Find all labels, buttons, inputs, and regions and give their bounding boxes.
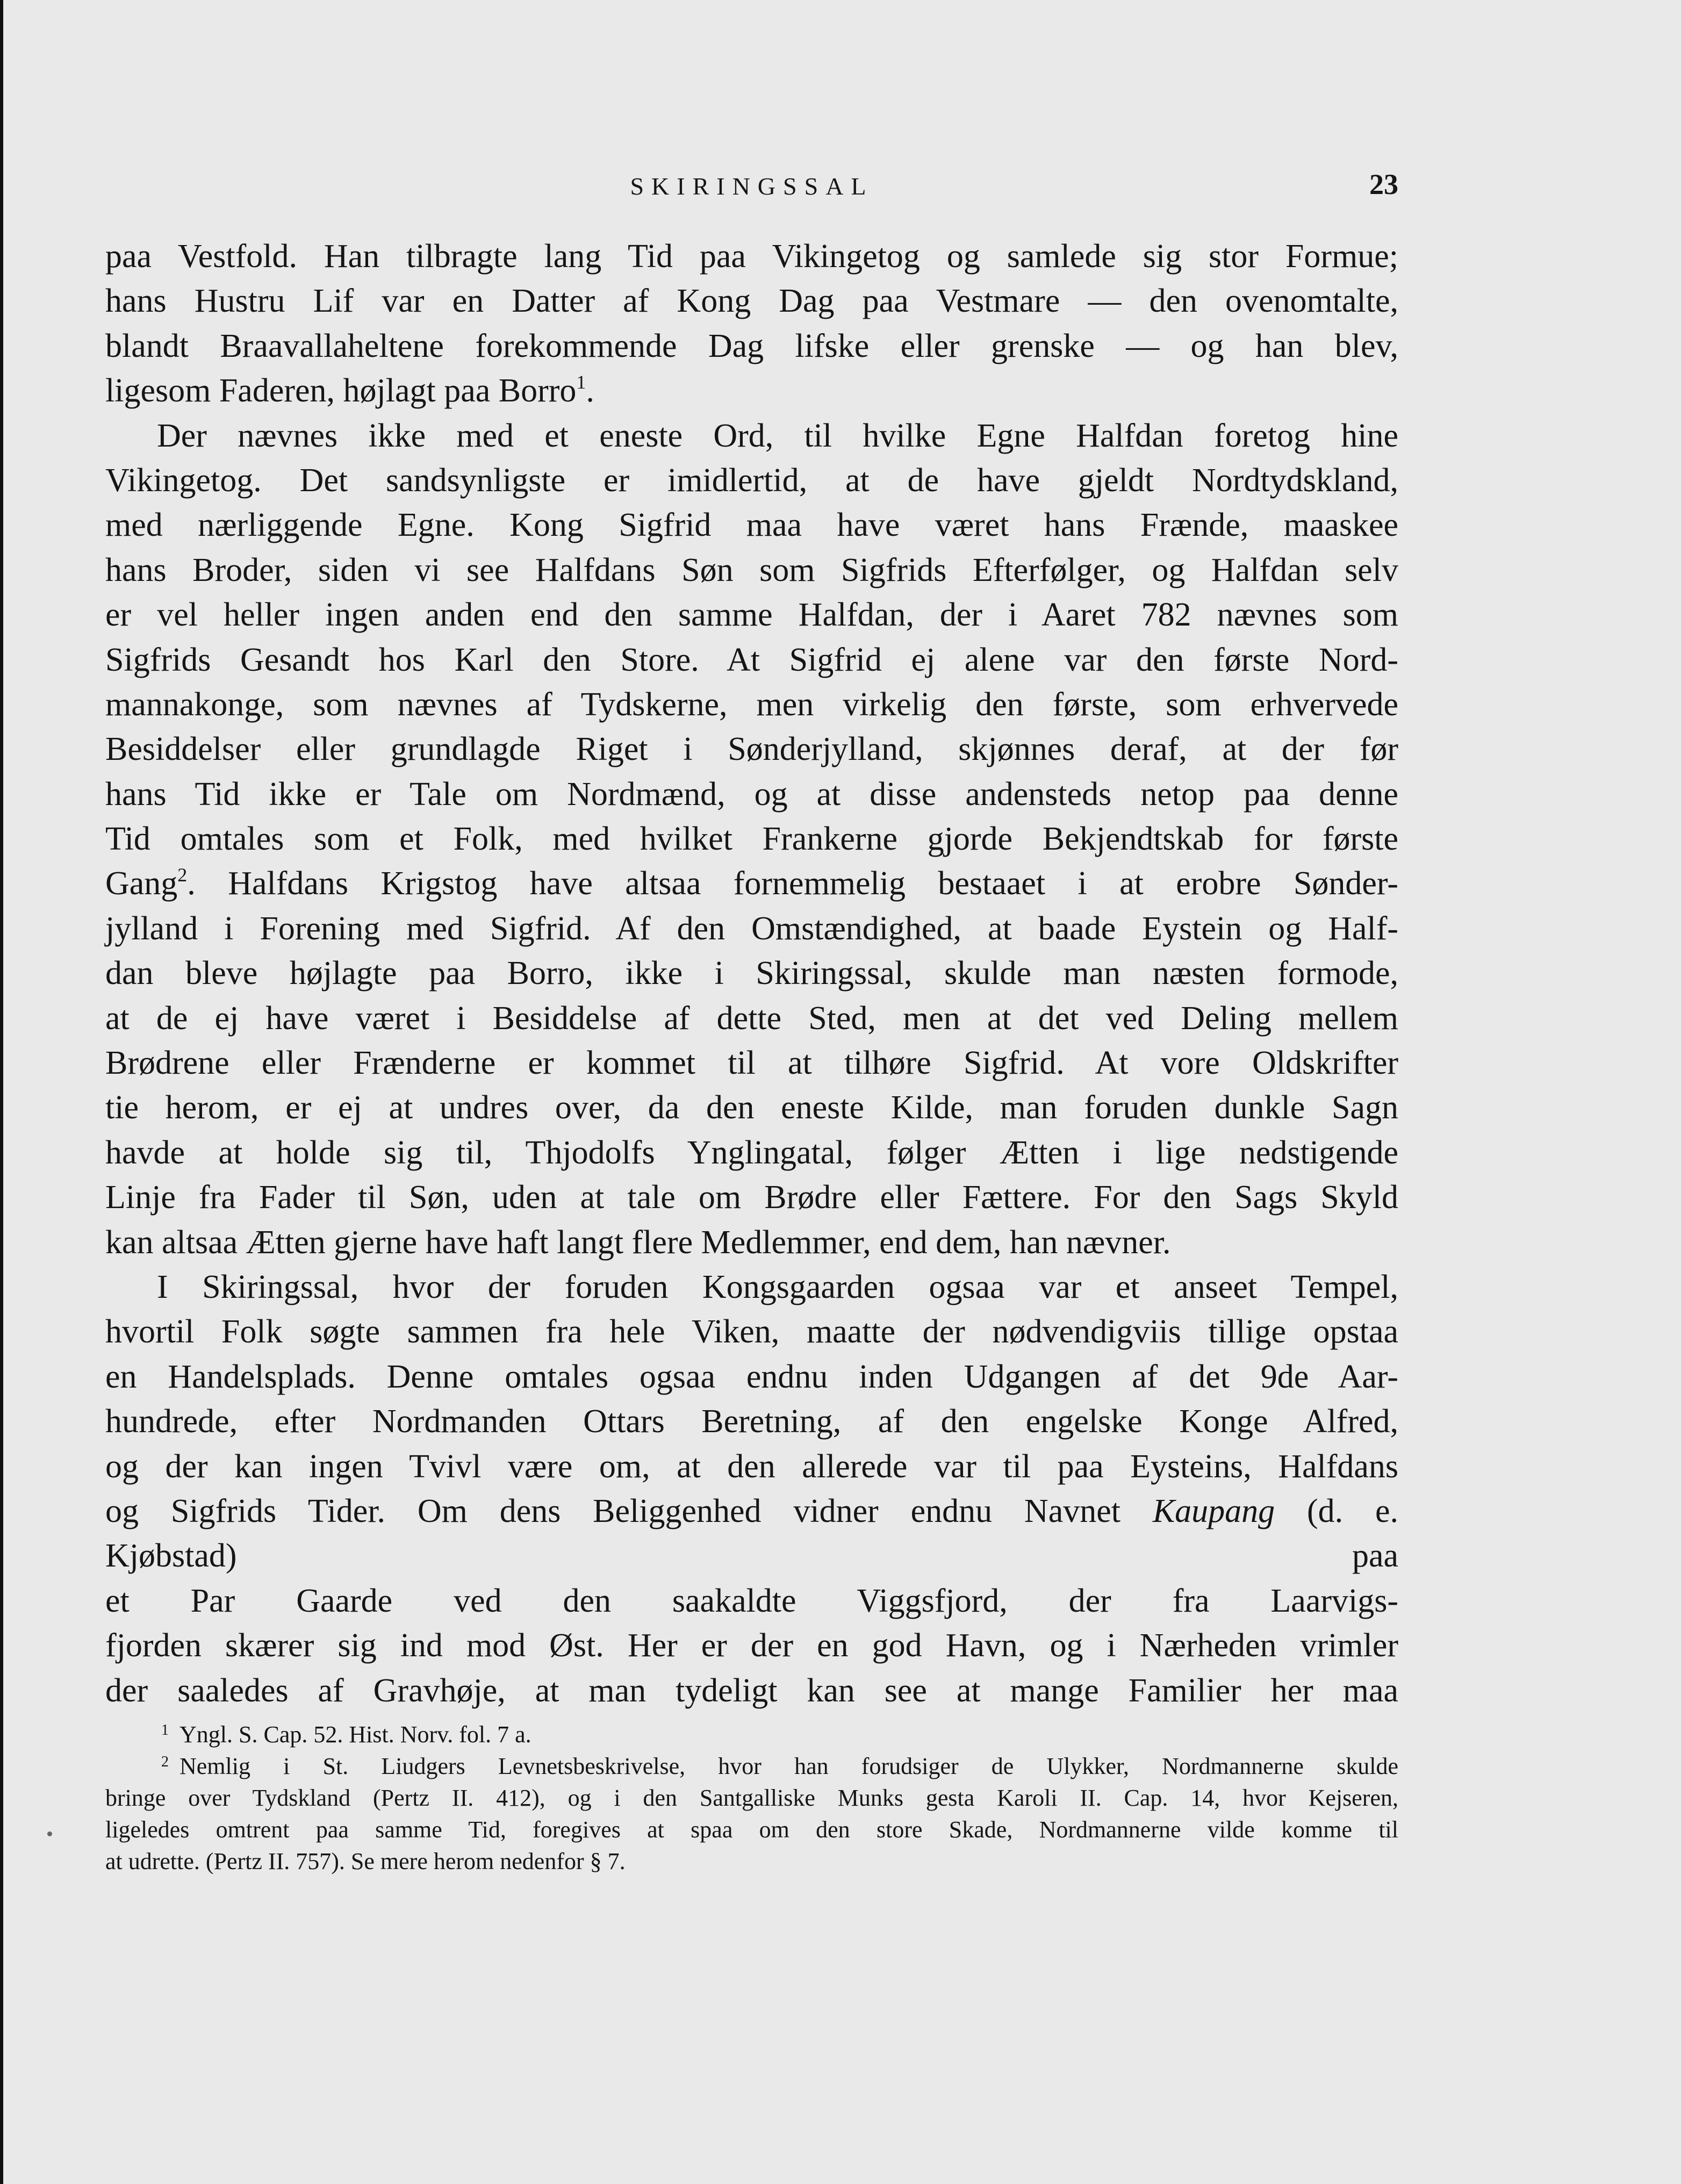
text-line: jylland i Forening med Sigfrid. Af den Omstændighed, at baade Eystein og Half-	[105, 910, 1398, 947]
italic-place-name: Kaupang	[1152, 1492, 1275, 1529]
text-segment: (d. e.	[1275, 1492, 1398, 1529]
running-title: SKIRINGSSAL	[630, 173, 874, 200]
text-line	[105, 1489, 1398, 1534]
text-line: Kjøbstad) paa	[105, 1538, 1398, 1575]
text-line: paa Vestfold. Han tilbragte lang Tid paa Vikingetog og samlede sig stor Formue;	[105, 238, 1398, 275]
footnotes	[105, 1719, 1398, 1877]
footnote-mark: 2	[161, 1754, 169, 1770]
text-segment: og Sigfrids Tider. Om dens Beliggenhed vidner endnu Navnet	[105, 1492, 1120, 1529]
text-line: og der kan ingen Tvivl være om, at den allerede var til paa Eysteins, Halfdans	[105, 1448, 1398, 1485]
text-line: en Handelsplads. Denne omtales ogsaa endnu inden Udgangen af det 9de Aar-	[105, 1358, 1398, 1395]
page-number: 23	[1369, 168, 1398, 200]
text-line	[105, 861, 1398, 906]
text-line	[105, 369, 1398, 413]
page-header	[105, 168, 1398, 205]
text-line: havde at holde sig til, Thjodolfs Ynglingatal, følger Ætten i lige nedstigende	[105, 1134, 1398, 1171]
text-line: hans Hustru Lif var en Datter af Kong Dag paa Vestmare — den ovenomtalte,	[105, 283, 1398, 320]
text-line: er vel heller ingen anden end den samme Halfdan, der i Aaret 782 nævnes som	[105, 597, 1398, 634]
text-segment: Gang	[105, 865, 178, 902]
text-line: blandt Braavallaheltene forekommende Dag lifske eller grenske — og han blev,	[105, 327, 1398, 364]
text-line: mannakonge, som nævnes af Tydskerne, men virkelig den første, som erhvervede	[105, 686, 1398, 723]
text-line: I Skiringssal, hvor der foruden Kongsgaarden ogsaa var et anseet Tempel,	[157, 1268, 1398, 1305]
scan-page-edge	[0, 0, 3, 2184]
footnote-text: Yngl. S. Cap. 52. Hist. Norv. fol. 7 a.	[179, 1721, 531, 1748]
text-line: at de ej have været i Besiddelse af dette Sted, men at det ved Deling mellem	[105, 1000, 1398, 1037]
text-line: et Par Gaarde ved den saakaldte Viggsfjord, der fra Laarvigs-	[105, 1582, 1398, 1619]
text-line: Vikingetog. Det sandsynligste er imidlertid, at de have gjeldt Nordtydskland,	[105, 462, 1398, 499]
footnote-line: at udrette. (Pertz II. 757). Se mere herom nedenfor § 7.	[105, 1848, 626, 1874]
text-line: hans Tid ikke er Tale om Nordmænd, og at disse andensteds netop paa denne	[105, 775, 1398, 813]
footnote-line: ligeledes omtrent paa samme Tid, foregives at spaa om den store Skade, Nordmannerne vilde komme til	[105, 1816, 1398, 1843]
footnote-reference: 1	[576, 371, 586, 393]
text-line: hans Broder, siden vi see Halfdans Søn som Sigfrids Efterfølger, og Halfdan selv	[105, 551, 1398, 588]
text-line: Besiddelser eller grundlagde Riget i Sønderjylland, skjønnes deraf, at der før	[105, 731, 1398, 768]
text-line: Brødrene eller Frænderne er kommet til at tilhøre Sigfrid. At vore Oldskrifter	[105, 1045, 1398, 1082]
text-segment: ligesom Faderen, højlagt paa Borro	[105, 372, 577, 410]
text-line: hundrede, efter Nordmanden Ottars Beretning, af den engelske Konge Alfred,	[105, 1403, 1398, 1440]
text-line: Tid omtales som et Folk, med hvilket Frankerne gjorde Bekjendtskab for første	[105, 821, 1398, 858]
footnote-line: bringe over Tydskland (Pertz II. 412), og i den Santgalliske Munks gesta Karoli II. Cap. 14, hvor Kejseren,	[105, 1785, 1398, 1811]
text-segment: . Halfdans Krigstog have altsaa fornemmelig bestaaet i at erobre Sønder-	[187, 865, 1398, 902]
text-line: kan altsaa Ætten gjerne have haft langt flere Medlemmer, end dem, han nævner.	[105, 1224, 1171, 1261]
text-line: dan bleve højlagte paa Borro, ikke i Skiringssal, skulde man næsten formode,	[105, 955, 1398, 992]
footnote-line	[105, 1719, 1398, 1750]
text-segment: .	[586, 372, 594, 410]
text-line: tie herom, er ej at undres over, da den eneste Kilde, man foruden dunkle Sagn	[105, 1089, 1398, 1126]
footnote-mark: 1	[161, 1722, 169, 1738]
text-line: Sigfrids Gesandt hos Karl den Store. At Sigfrid ej alene var den første Nord-	[105, 641, 1398, 678]
text-line: fjorden skærer sig ind mod Øst. Her er der en god Havn, og i Nærheden vrimler	[105, 1627, 1398, 1664]
footnote-line	[105, 1750, 1398, 1782]
footnote-text: Nemlig i St. Liudgers Levnetsbeskrivelse, hvor han forudsiger de Ulykker, Nordmannerne skulde	[179, 1753, 1398, 1779]
margin-speck	[47, 1831, 52, 1836]
text-line: Der nævnes ikke med et eneste Ord, til hvilke Egne Halfdan foretog hine	[157, 417, 1398, 454]
text-line: med nærliggende Egne. Kong Sigfrid maa have været hans Frænde, maaskee	[105, 507, 1398, 544]
text-line: Linje fra Fader til Søn, uden at tale om Brødre eller Fættere. For den Sags Skyld	[105, 1179, 1398, 1216]
text-line: der saaledes af Gravhøje, at man tydeligt kan see at mange Familier her maa	[105, 1672, 1398, 1709]
footnote-reference: 2	[177, 864, 188, 886]
body-text	[105, 234, 1398, 1713]
text-line: hvortil Folk søgte sammen fra hele Viken, maatte der nødvendigviis tillige opstaa	[105, 1313, 1398, 1350]
